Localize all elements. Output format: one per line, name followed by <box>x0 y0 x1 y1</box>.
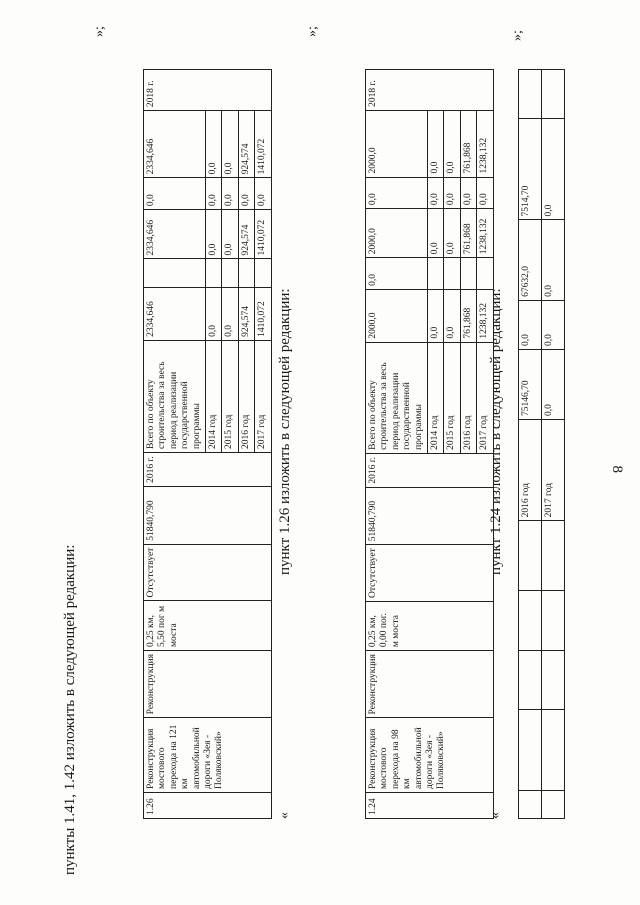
cell-value <box>427 258 443 290</box>
cell-value: 2334,646 <box>144 287 206 340</box>
cell <box>542 70 565 119</box>
cell: 2017 год <box>542 420 565 521</box>
cell: 0,0 <box>542 119 565 220</box>
cell <box>542 650 565 710</box>
cell-value: 2000,0 <box>366 110 428 177</box>
cell-value: 0,0 <box>444 110 460 177</box>
cell-period: Всего по объекту строительства за весь период реализации государственной программы <box>144 340 206 452</box>
cell: 0,0 <box>542 220 565 300</box>
cell-value <box>238 259 254 287</box>
cell-value: 761,868 <box>460 289 476 342</box>
cell-period: 2017 год <box>477 342 493 453</box>
section-heading-1-26: пункт 1.26 изложить в следующей редакции: <box>277 288 293 575</box>
cell-name: Реконструкция мостового перехода на 121 км автомобильной дороги «Зея - Поляковский» <box>144 718 272 793</box>
cell-period: 2015 год <box>444 342 460 453</box>
cell-value: 0,0 <box>427 177 443 209</box>
cell-value <box>460 258 476 290</box>
cell-period: 2014 год <box>205 340 221 452</box>
cell-value: 1238,132 <box>477 289 493 342</box>
cell-value: 1410,072 <box>255 111 271 178</box>
cell-value: 0,0 <box>205 111 221 178</box>
cell-period: 2016 год <box>238 340 254 452</box>
cell-value: 2000,0 <box>366 289 428 342</box>
opening-quote-1-24: « <box>488 812 503 819</box>
cell <box>519 591 542 651</box>
table-row <box>366 70 428 819</box>
cell-value: 0,0 <box>222 178 238 210</box>
cell-design-cost: Отсутствует <box>366 545 494 602</box>
section-heading-1-24: пункт 1.24 изложить в следующей редакции: <box>488 288 504 575</box>
cell-value: 0,0 <box>144 178 206 210</box>
cell-value: 0,0 <box>444 289 460 342</box>
cell-value: 2000,0 <box>366 209 428 258</box>
cell-value <box>222 259 238 287</box>
cell-value: 761,868 <box>460 110 476 177</box>
cell-value: 924,574 <box>238 111 254 178</box>
cell: 0,0 <box>542 300 565 349</box>
top-table <box>518 69 565 819</box>
cell <box>542 591 565 651</box>
cell-value: 0,0 <box>366 177 428 209</box>
cell: 0,0 <box>542 350 565 420</box>
cell-estimated-cost: 51840,790 <box>144 486 272 544</box>
footer-heading: пункты 1.41, 1.42 изложить в следующей редакции: <box>62 544 78 875</box>
cell <box>542 710 565 790</box>
closing-quote-1-24: »; <box>305 26 320 37</box>
cell-number: 1.24 <box>366 793 494 819</box>
cell-period: 2016 год <box>460 342 476 453</box>
cell-value: 0,0 <box>205 287 221 340</box>
cell-value: 2334,646 <box>144 210 206 259</box>
cell-capacity: 0,25 км, 5,50 пог м моста <box>144 601 272 651</box>
table-1-24 <box>365 69 494 819</box>
cell-value: 0,0 <box>427 110 443 177</box>
cell-value: 0,0 <box>477 177 493 209</box>
cell-value: 1238,132 <box>477 209 493 258</box>
cell-value: 0,0 <box>238 178 254 210</box>
cell <box>519 70 542 119</box>
cell-value: 2334,646 <box>144 111 206 178</box>
closing-quote-1-26: »; <box>92 26 107 37</box>
cell-end-year: 2018 г. <box>144 70 272 111</box>
cell <box>542 790 565 818</box>
cell-value: 0,0 <box>205 178 221 210</box>
opening-quote-1-26: « <box>277 812 292 819</box>
cell: 75146,70 <box>519 350 542 420</box>
cell-value: 0,0 <box>222 111 238 178</box>
cell-work-type: Реконструкция <box>366 651 494 718</box>
cell-capacity: 0,25 км, 0,00 пог. м моста <box>366 602 494 651</box>
cell-period: 2015 год <box>222 340 238 452</box>
cell <box>542 521 565 591</box>
cell-end-year: 2018 г. <box>366 70 494 111</box>
cell-value: 1238,132 <box>477 110 493 177</box>
table-row <box>519 70 542 819</box>
cell: 67632,0 <box>519 220 542 300</box>
cell-name: Реконструкция мостового перехода на 98 км автомобильной дороги «Зея - Поляковский» <box>366 718 494 793</box>
cell-value: 0,0 <box>427 209 443 258</box>
cell: 0,0 <box>519 300 542 349</box>
page-number: 8 <box>609 465 625 473</box>
cell-value <box>477 258 493 290</box>
cell-work-type: Реконструкция <box>144 650 272 717</box>
cell-value: 0,0 <box>444 209 460 258</box>
closing-quote-top: »; <box>510 30 525 41</box>
cell-period: 2014 год <box>427 342 443 453</box>
cell-value: 761,868 <box>460 209 476 258</box>
table-1-26 <box>143 69 272 819</box>
cell <box>519 710 542 790</box>
cell-estimated-cost: 51840,790 <box>366 487 494 545</box>
cell-value: 1410,072 <box>255 210 271 259</box>
cell-value: 924,574 <box>238 287 254 340</box>
cell <box>519 790 542 818</box>
cell-period: 2017 год <box>255 340 271 452</box>
cell-number: 1.26 <box>144 792 272 818</box>
cell-value: 0,0 <box>255 178 271 210</box>
cell-value <box>255 259 271 287</box>
cell-value <box>444 258 460 290</box>
table-row <box>542 70 565 819</box>
cell <box>519 521 542 591</box>
table-row <box>144 70 206 819</box>
cell-start-year: 2016 г. <box>144 453 272 487</box>
cell-start-year: 2016 г. <box>366 453 494 487</box>
cell-value <box>205 259 221 287</box>
cell <box>519 650 542 710</box>
cell-value: 0,0 <box>205 210 221 259</box>
cell-value: 0,0 <box>427 289 443 342</box>
cell-period: Всего по объекту строительства за весь период реализации государственной программы <box>366 342 428 453</box>
cell-value: 0,0 <box>222 210 238 259</box>
cell-design-cost: Отсутствует <box>144 544 272 601</box>
cell-value: 0,0 <box>366 258 428 290</box>
cell-value <box>144 259 206 287</box>
cell-value: 0,0 <box>460 177 476 209</box>
cell-value: 1410,072 <box>255 287 271 340</box>
cell-value: 924,574 <box>238 210 254 259</box>
cell: 7514,70 <box>519 119 542 220</box>
cell-value: 0,0 <box>222 287 238 340</box>
cell: 2016 год <box>519 420 542 521</box>
cell-value: 0,0 <box>444 177 460 209</box>
